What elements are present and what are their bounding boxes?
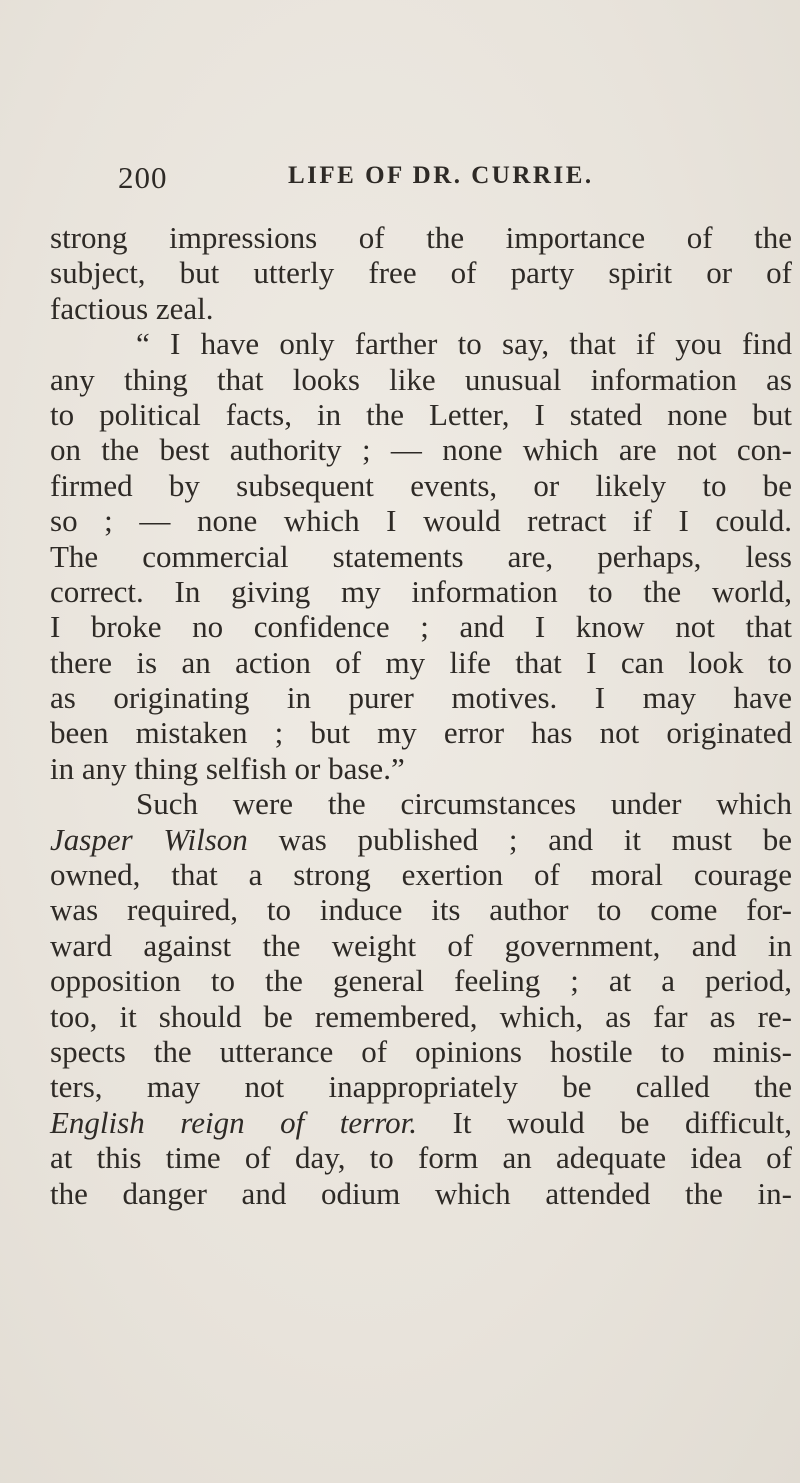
text-line: the danger and odium which attended the in- bbox=[50, 1175, 792, 1211]
text-line: owned, that a strong exertion of moral courage bbox=[50, 857, 792, 893]
text-line: ward against the weight of government, and in bbox=[50, 927, 792, 963]
page-header bbox=[118, 160, 800, 200]
running-head: LIFE OF DR. CURRIE. bbox=[288, 162, 594, 189]
text-line: any thing that looks like unusual information as bbox=[50, 361, 792, 397]
text-line: The commercial statements are, perhaps, less bbox=[50, 538, 792, 574]
text-line: ters, may not inappropriately be called the bbox=[50, 1069, 792, 1105]
text-line: Jasper Wilson was published ; and it must be bbox=[50, 821, 792, 857]
text-line: on the best authority ; — none which are not con- bbox=[50, 432, 792, 468]
text-line: firmed by subsequent events, or likely to be bbox=[50, 467, 792, 503]
text-line: was required, to induce its author to come for- bbox=[50, 892, 792, 928]
text-line: Such were the circumstances under which bbox=[136, 786, 792, 822]
text-line: opposition to the general feeling ; at a period, bbox=[50, 963, 792, 999]
text-line: “ I have only farther to say, that if you find bbox=[136, 326, 792, 362]
text-line: there is an action of my life that I can look to bbox=[50, 644, 792, 680]
page-number: 200 bbox=[118, 160, 168, 195]
text-line: spects the utterance of opinions hostile to minis- bbox=[50, 1033, 792, 1069]
text-line: so ; — none which I would retract if I could. bbox=[50, 503, 792, 539]
text-line: at this time of day, to form an adequate idea of bbox=[50, 1140, 792, 1176]
text-line: to political facts, in the Letter, I stated none but bbox=[50, 396, 792, 432]
text-line: in any thing selfish or base.” bbox=[50, 750, 405, 786]
text-line: too, it should be remembered, which, as far as re- bbox=[50, 998, 792, 1034]
text-line: been mistaken ; but my error has not originated bbox=[50, 715, 792, 751]
text-line: as originating in purer motives. I may have bbox=[50, 680, 792, 716]
text-line: correct. In giving my information to the world, bbox=[50, 573, 792, 609]
text-line: subject, but utterly free of party spirit or of bbox=[50, 255, 792, 291]
text-line: I broke no confidence ; and I know not that bbox=[50, 609, 792, 645]
body-text bbox=[50, 220, 792, 1211]
text-line: strong impressions of the importance of the bbox=[50, 220, 792, 255]
text-line: English reign of terror. It would be difficult, bbox=[50, 1104, 792, 1140]
text-line: factious zeal. bbox=[50, 290, 214, 326]
